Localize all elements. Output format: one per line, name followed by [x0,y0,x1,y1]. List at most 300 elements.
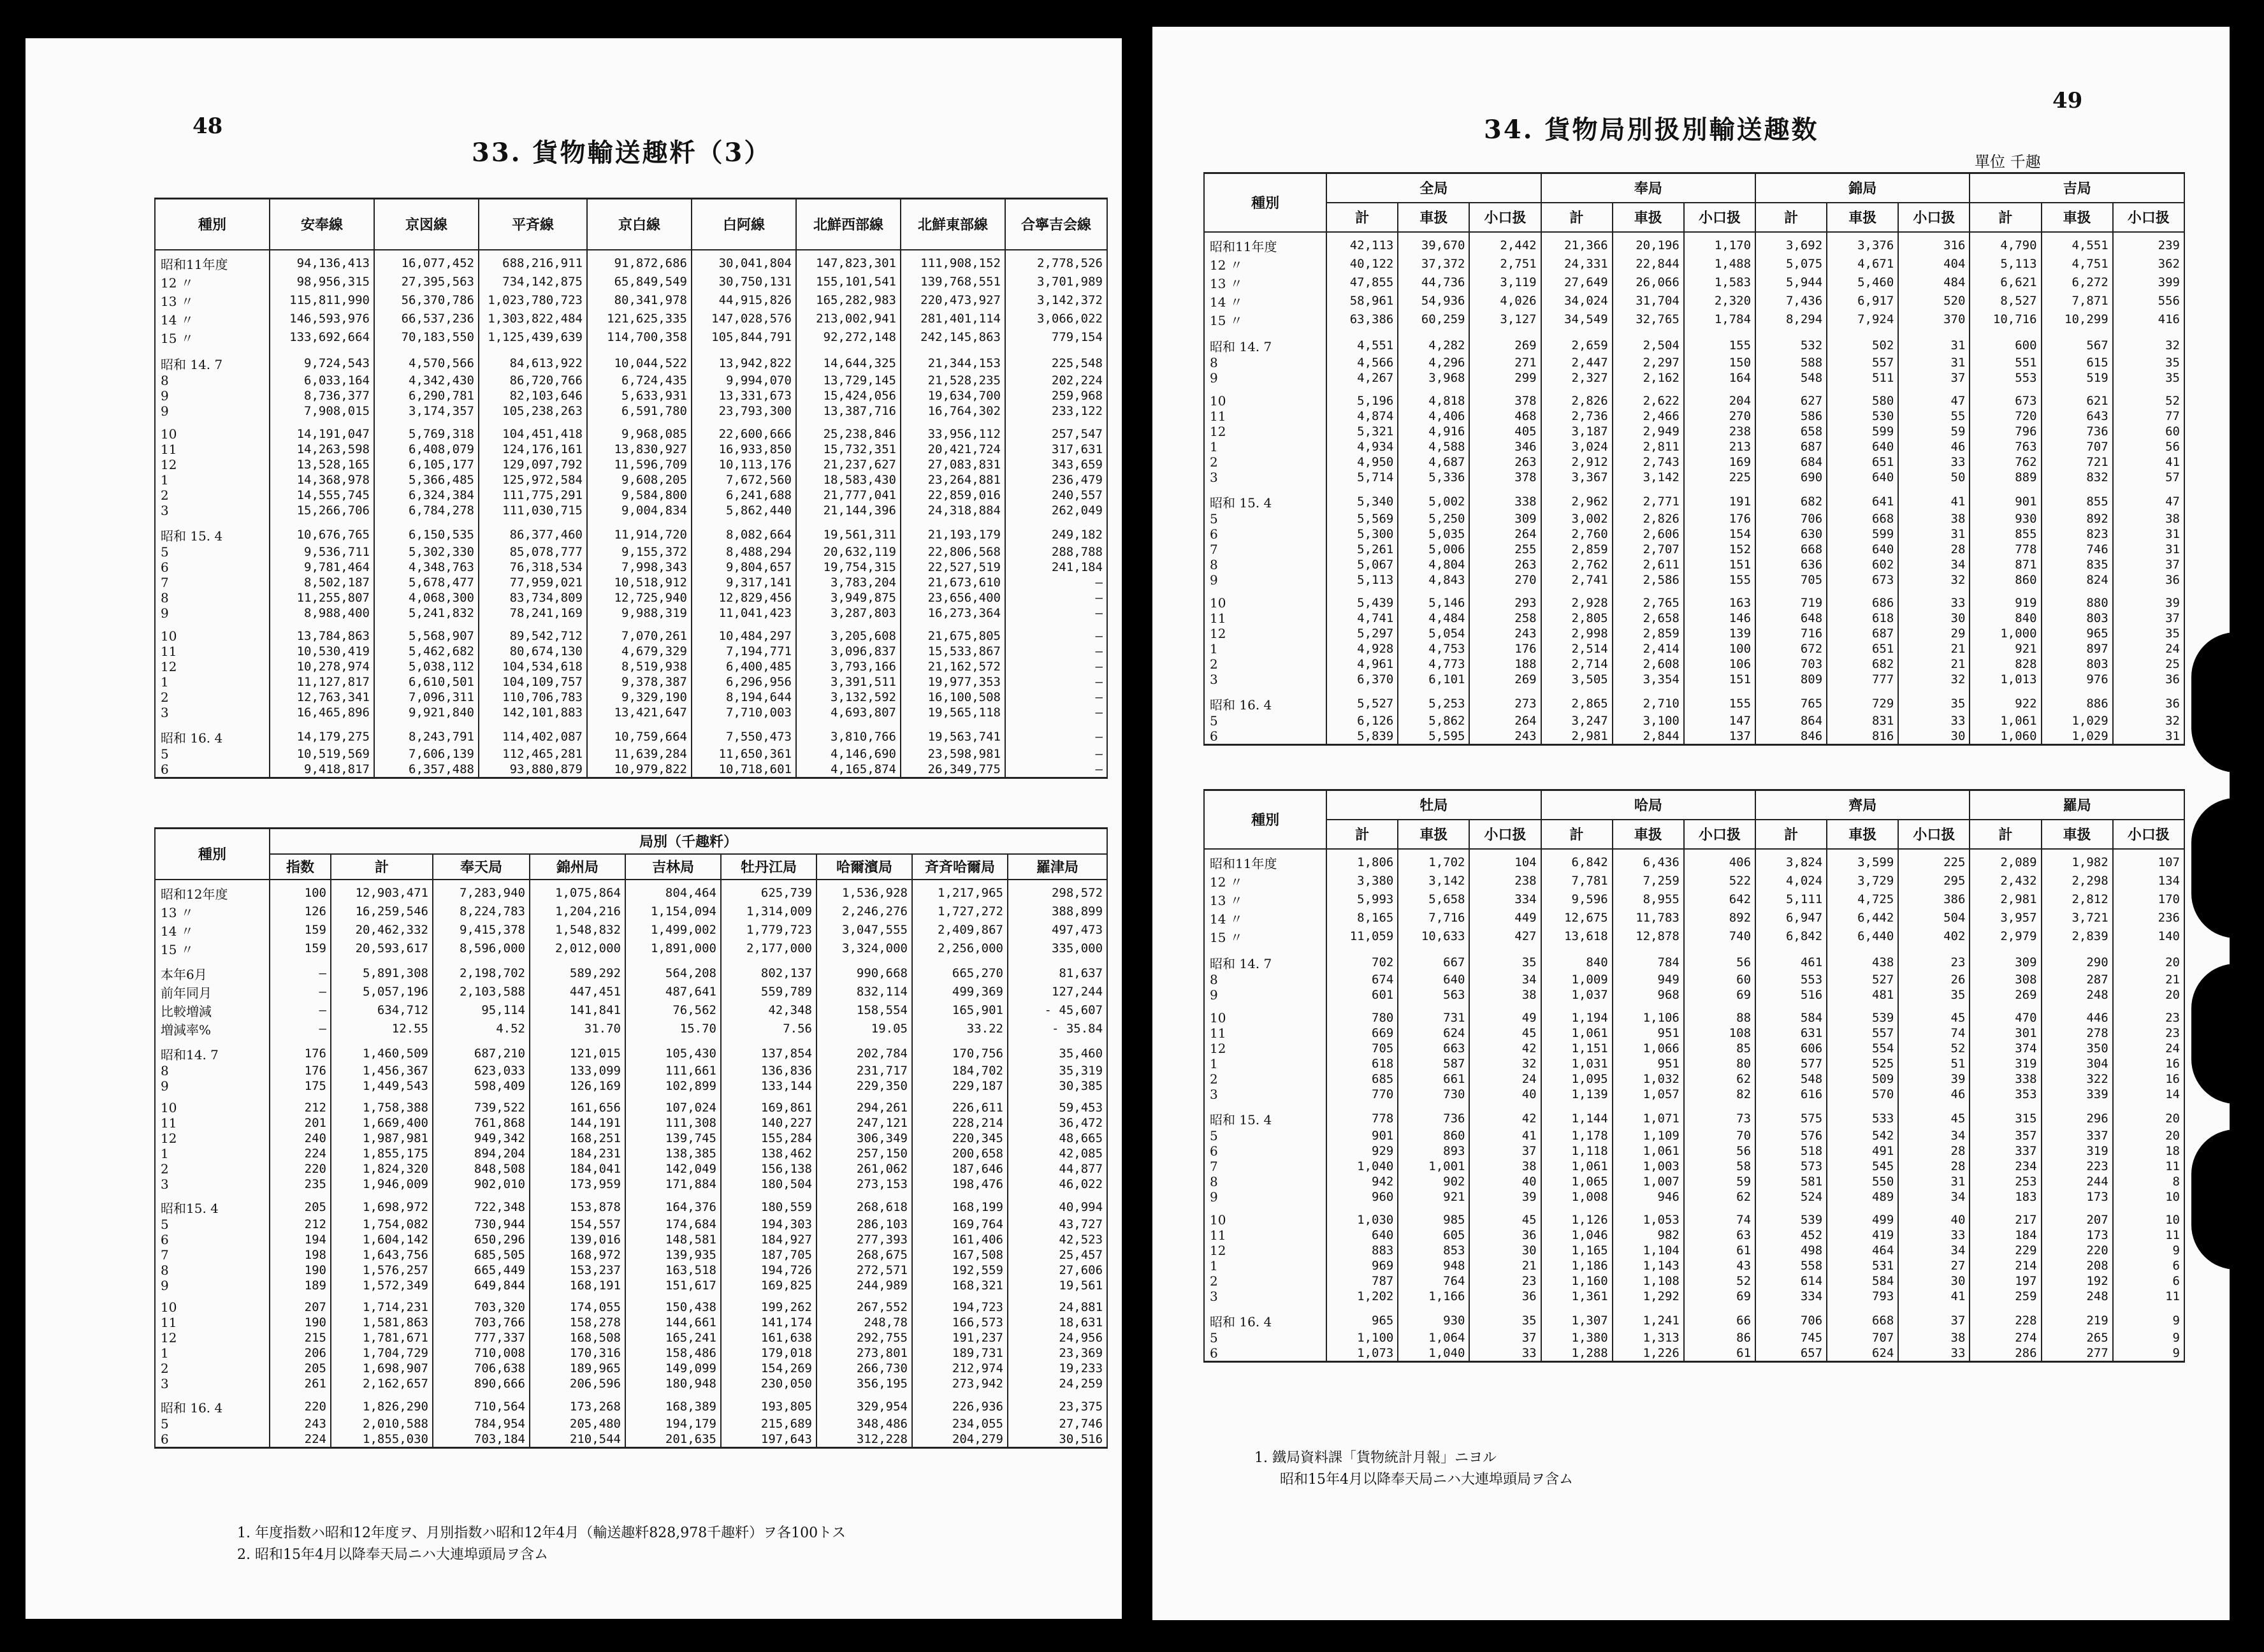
table-cell: 2,714 [1541,656,1613,672]
table-cell: 36 [2113,572,2184,588]
table-cell: 207 [270,1300,331,1315]
table-cell: 236,479 [1005,472,1107,488]
table-cell: 2,765 [1613,595,1684,611]
table-cell: 625,739 [721,880,816,902]
table-cell: 1,061 [1541,1025,1613,1041]
table-cell: 8,519,938 [587,659,692,674]
table-cell: 4,773 [1398,656,1469,672]
table-cell: 4,687 [1398,454,1469,470]
table-row [1204,713,2184,728]
table-cell: 871 [1970,557,2041,572]
table-cell: 24,956 [1008,1330,1107,1345]
column-header: 車扱 [1398,820,1469,849]
table-cell: 212 [270,1100,331,1115]
table-row [155,1078,1107,1094]
table-cell: 273 [1469,695,1541,713]
table-cell: 14,555,745 [270,488,374,503]
table-cell: 22,859,016 [901,488,1005,503]
table-cell: 1,194 [1541,1010,1613,1025]
row-label: 7 [1204,542,1326,557]
table-cell: 23 [1469,1273,1541,1289]
row-label: 14 〃 [1204,292,1326,310]
table-cell: 1,891,000 [625,939,721,958]
table-cell: 1,143 [1613,1258,1684,1273]
table-cell: 63 [1684,1228,1755,1243]
table-cell: 10,718,601 [692,762,796,778]
table-cell: 802,137 [721,964,816,983]
table-cell: 835 [2042,557,2113,572]
row-label: 11 [155,644,270,659]
table-cell: 23 [1898,953,1970,972]
table-cell: 762 [1970,454,2041,470]
table-cell: 14,263,598 [270,442,374,457]
table-cell: 599 [1827,526,1898,542]
table-cell: 1,460,509 [331,1045,433,1063]
table-cell: 198 [270,1247,331,1263]
table-cell: 2,826 [1541,393,1613,409]
table-cell: 10,044,522 [587,354,692,373]
table-cell: 550 [1827,1174,1898,1189]
row-label: 11 [155,1315,270,1330]
table-cell: 669 [1326,1025,1398,1041]
table-cell: 3,287,803 [796,605,901,621]
table-cell: 4,916 [1398,424,1469,439]
table-cell: 1,698,907 [331,1361,433,1376]
table-cell: 16,465,896 [270,705,374,720]
table-cell: 545 [1827,1159,1898,1174]
table-cell: 21,144,396 [796,503,901,518]
table-cell: — [270,1020,331,1038]
table-cell: 133,144 [721,1078,816,1094]
table-cell: 212,974 [912,1361,1008,1376]
table-row [1204,695,2184,713]
table-cell: 3,824 [1755,849,1827,872]
table-cell: 378 [1469,470,1541,485]
table-cell: 1,806 [1326,849,1398,872]
table-row [1204,310,2184,329]
table-cell: 37 [1469,1330,1541,1345]
table-cell: 6,324,384 [374,488,479,503]
table-cell: 902 [1398,1174,1469,1189]
table-cell: 4,342,430 [374,373,479,388]
row-label: 昭和 14. 7 [1204,337,1326,355]
table-row [1204,557,2184,572]
table-cell: 174,055 [530,1300,625,1315]
table-cell: 614 [1755,1273,1827,1289]
table-cell: 1,536,928 [816,880,912,902]
table-cell: 4,818 [1398,393,1469,409]
table-cell: 4,282 [1398,337,1469,355]
table-cell: 49 [1469,1010,1541,1025]
table-cell: 110,706,783 [479,690,587,705]
table-cell: 9,988,319 [587,605,692,621]
row-label: 9 [1204,1189,1326,1205]
table-cell: 208 [2042,1258,2113,1273]
table-cell: 11 [2113,1228,2184,1243]
table-cell: 640 [1827,470,1898,485]
table-cell: 47,855 [1326,273,1398,292]
table-cell: 10 [2113,1189,2184,1205]
table-row [155,544,1107,560]
table-cell: 213,002,941 [796,310,901,328]
row-label: 5 [1204,1128,1326,1143]
table-cell: 11,059 [1326,927,1398,946]
table-cell: 661 [1398,1071,1469,1087]
table-cell: 883 [1326,1243,1398,1258]
table-cell: 832 [2042,470,2113,485]
table-cell: 667 [1398,953,1469,972]
table-cell: 16,259,546 [331,902,433,921]
table-cell: 3,132,592 [796,690,901,705]
table-cell: 740 [1684,927,1755,946]
table-cell: 88 [1684,1010,1755,1025]
table-cell: 761,868 [433,1115,530,1131]
table-cell: 45 [1469,1212,1541,1228]
table-cell: 4,693,807 [796,705,901,720]
table-cell: 31 [2113,728,2184,745]
row-label: 11 [1204,1228,1326,1243]
table-cell: 4,484 [1398,611,1469,626]
table-cell: 1,779,723 [721,921,816,939]
footnote: 昭和15年4月以降奉天局ニハ大連埠頭局ヲ含ム [1280,1472,1573,1488]
table-row [155,628,1107,644]
table-cell: 7,716 [1398,909,1469,927]
table-cell: 47 [2113,493,2184,511]
table-cell: 532 [1755,337,1827,355]
column-header: 種別 [1204,790,1326,849]
table-row [155,1416,1107,1431]
table-cell: 886 [2042,695,2113,713]
table-row [1204,953,2184,972]
table-cell: 8,243,791 [374,728,479,746]
table-cell: 31 [2113,526,2184,542]
table-cell: 580 [1827,393,1898,409]
table-cell: 5,462,682 [374,644,479,659]
table-cell: 539 [1827,1010,1898,1025]
table-cell: 1,572,349 [331,1278,433,1293]
table-cell: 35 [1898,987,1970,1003]
table-cell: 6,610,501 [374,674,479,690]
table-cell: 7,998,343 [587,560,692,575]
table-cell: 65,849,549 [587,273,692,291]
table-cell: 45 [1898,1110,1970,1128]
table-cell: 663 [1398,1041,1469,1056]
table-cell: 2,606 [1613,526,1684,542]
row-label: 昭和 15. 4 [1204,493,1326,511]
table-cell: 527 [1827,972,1898,987]
table-cell: 153,878 [530,1198,625,1217]
table-cell: 13,528,165 [270,457,374,472]
table-cell: 82,103,646 [479,388,587,403]
table-cell: 5,321 [1326,424,1398,439]
table-cell: — [270,983,331,1001]
table-cell: 739,522 [433,1100,530,1115]
table-cell: 6,842 [1755,927,1827,946]
table-row [155,605,1107,621]
table-cell: 6 [2113,1273,2184,1289]
row-label: 7 [1204,1159,1326,1174]
table-cell: 190 [270,1263,331,1278]
table-cell: 262,049 [1005,503,1107,518]
table-cell: 202,224 [1005,373,1107,388]
table-cell: 6,917 [1827,292,1898,310]
table-cell: 293 [1469,595,1541,611]
table-cell: 121,625,335 [587,310,692,328]
table-cell: 95,114 [433,1001,530,1020]
column-header: 斉斉哈爾局 [912,854,1008,880]
table-cell: 2,162,657 [331,1376,433,1391]
table-cell: 6,150,535 [374,526,479,544]
table-cell: 831 [1827,713,1898,728]
column-header: 計 [1970,203,2041,232]
table-cell: 296 [2042,1110,2113,1128]
table-cell: 3,692 [1755,232,1827,255]
table-cell: 32 [1898,672,1970,687]
table-cell: 946 [1613,1189,1684,1205]
table-row [155,705,1107,720]
group-header: 吉局 [1970,173,2184,203]
table-cell: 180,948 [625,1376,721,1391]
table-cell: 1,669,400 [331,1115,433,1131]
table-cell: 12,675 [1541,909,1613,927]
table-cell: 146,593,976 [270,310,374,328]
table-cell: 551 [1970,355,2041,370]
row-label: 2 [155,690,270,705]
table-cell: 229,187 [912,1078,1008,1094]
row-label: 昭和 14. 7 [1204,953,1326,972]
row-label: 13 〃 [1204,890,1326,909]
table-cell: 8,082,664 [692,526,796,544]
table-cell: 1,029 [2042,713,2113,728]
table-cell: 665,449 [433,1263,530,1278]
table-cell: 24 [1469,1071,1541,1087]
column-header: 小口扱 [1898,203,1970,232]
table-cell: 224 [270,1146,331,1161]
table-cell: 184,231 [530,1146,625,1161]
table-cell: 21,675,805 [901,628,1005,644]
table-cell: 1,075,864 [530,880,625,902]
table-cell: 1,583 [1684,273,1755,292]
table-cell: 7,672,560 [692,472,796,488]
table-cell: 6,296,956 [692,674,796,690]
table-cell: 13,729,145 [796,373,901,388]
table-cell: 642 [1684,890,1755,909]
table-cell: 9,921,840 [374,705,479,720]
table-cell: 1,204,216 [530,902,625,921]
table-cell: 42,113 [1326,232,1398,255]
table-cell: 587 [1398,1056,1469,1071]
table-cell: 194,726 [721,1263,816,1278]
table-cell: 1,061 [1970,713,2041,728]
table-cell: 102,899 [625,1078,721,1094]
table-cell: 126 [270,902,331,921]
table-cell: 1,826,290 [331,1398,433,1416]
table-cell: 37 [2113,611,2184,626]
table-cell: 1,714,231 [331,1300,433,1315]
table-cell: 734,142,875 [479,273,587,291]
table-cell: 624 [1398,1025,1469,1041]
table-row [1204,1071,2184,1087]
table-cell: 356,195 [816,1376,912,1391]
table-cell: 11 [2113,1289,2184,1304]
table-cell: 2,805 [1541,611,1613,626]
table-cell: 337 [2042,1128,2113,1143]
page-number: 49 [2052,88,2083,113]
table-cell: 19.05 [816,1020,912,1038]
table-cell: 194,303 [721,1217,816,1232]
table-cell: 2,409,867 [912,921,1008,939]
table-cell: 77 [2113,409,2184,424]
table-cell: 2,812 [2042,890,2113,909]
table-cell: 138,385 [625,1146,721,1161]
table-cell: 45 [1469,1025,1541,1041]
table-cell: 1,166 [1398,1289,1469,1304]
table-cell: 11,650,361 [692,746,796,762]
table-cell: 40,122 [1326,255,1398,273]
table-cell: 213 [1684,439,1755,454]
table-cell: 9,584,800 [587,488,692,503]
table-cell: 5,054 [1398,626,1469,641]
table-cell: 951 [1613,1056,1684,1071]
table-cell: 170,316 [530,1345,625,1361]
table-cell: 576 [1755,1128,1827,1143]
table-cell: 35 [2113,370,2184,386]
table-cell: 27,649 [1541,273,1613,292]
table-cell: 25 [2113,656,2184,672]
table-cell: 1,160 [1541,1273,1613,1289]
table-cell: — [1005,728,1107,746]
table-cell: 16,764,302 [901,403,1005,419]
table-cell: 13,830,927 [587,442,692,457]
table-cell: 484 [1898,273,1970,292]
table-cell: 557 [1827,1025,1898,1041]
table-cell: 10,113,176 [692,457,796,472]
table-cell: 5,196 [1326,393,1398,409]
table-cell: 22,527,519 [901,560,1005,575]
table-cell: 402 [1898,927,1970,946]
table-cell: 84,613,922 [479,354,587,373]
table-cell: 729 [1827,695,1898,713]
row-label: 5 [1204,1330,1326,1345]
row-label: 7 [155,1247,270,1263]
row-label: 9 [155,1278,270,1293]
row-label: 12 〃 [1204,872,1326,890]
table-cell: 7,781 [1541,872,1613,890]
table-cell: 2,256,000 [912,939,1008,958]
table-cell: 59 [1684,1174,1755,1189]
table-cell: 5,714 [1326,470,1398,485]
table-cell: 765 [1755,695,1827,713]
table-row [1204,987,2184,1003]
table-cell: 21,193,179 [901,526,1005,544]
table-cell: 274 [1970,1330,2041,1345]
table-cell: 1,061 [1541,1159,1613,1174]
table-cell: 223 [2042,1159,2113,1174]
table-cell: 524 [1755,1189,1827,1205]
table-cell: 39 [2113,595,2184,611]
table-cell: 16,933,850 [692,442,796,457]
table-cell: 10,518,912 [587,575,692,590]
table-row [155,674,1107,690]
table-cell: 4,950 [1326,454,1398,470]
table-cell: 930 [1970,511,2041,526]
table-row [155,1376,1107,1391]
row-label: 9 [155,388,270,403]
row-label: 6 [1204,526,1326,542]
column-header: 小口扱 [1469,820,1541,849]
table-cell: 9,378,387 [587,674,692,690]
table-cell: 16 [2113,1071,2184,1087]
table-cell: 12,725,940 [587,590,692,605]
table-cell: 2,844 [1613,728,1684,745]
table-cell: 60,259 [1398,310,1469,329]
table-cell: 8,596,000 [433,939,530,958]
table-cell: 777,337 [433,1330,530,1345]
table-cell: 163 [1684,595,1755,611]
table-cell: 668 [1755,542,1827,557]
table-cell: 3,142 [1398,872,1469,890]
table-cell: 4,934 [1326,439,1398,454]
table-cell: 21 [1898,641,1970,656]
table-cell: 121,015 [530,1045,625,1063]
table-cell: 4,588 [1398,439,1469,454]
table-row [155,939,1107,958]
table-cell: 56 [1684,953,1755,972]
table-cell: 56 [2113,439,2184,454]
table-cell: 3,810,766 [796,728,901,746]
table-cell: 703 [1755,656,1827,672]
table-cell: 21 [1898,656,1970,672]
table-cell: 1,073 [1326,1345,1398,1362]
table-cell: 9 [2113,1330,2184,1345]
table-cell: 7,871 [2042,292,2113,310]
column-header: 車扱 [1613,820,1684,849]
table-cell: 1,499,002 [625,921,721,939]
table-cell: 164,376 [625,1198,721,1217]
table-cell: 559,789 [721,983,816,1001]
table-cell: 5,658 [1398,890,1469,909]
row-label: 14 〃 [1204,909,1326,927]
table-cell: 5,113 [1970,255,2041,273]
table-cell: 982 [1613,1228,1684,1243]
table-cell: 147,028,576 [692,310,796,328]
table-cell: 9,536,711 [270,544,374,560]
table-cell: 184 [1970,1228,2041,1243]
table-cell: 897 [2042,641,2113,656]
table-cell: 241,184 [1005,560,1107,575]
table-cell: 703,184 [433,1431,530,1448]
group-header: 奉局 [1541,173,1755,203]
table-cell: 4,790 [1970,232,2041,255]
table-row [155,1361,1107,1376]
table-cell: 2,859 [1541,542,1613,557]
table-cell: 5,460 [1827,273,1898,292]
table-cell: 21 [1469,1258,1541,1273]
row-label: 10 [1204,595,1326,611]
table-cell: 104,534,618 [479,659,587,674]
table-cell: 3,247 [1541,713,1613,728]
table-cell: 860 [1970,572,2041,588]
table-cell: 247,121 [816,1115,912,1131]
table-cell: 192 [2042,1273,2113,1289]
table-cell: 446 [2042,1010,2113,1025]
table-cell: 586 [1755,409,1827,424]
table-cell: 140,227 [721,1115,816,1131]
table-cell: 784 [1613,953,1684,972]
row-label: 1 [1204,439,1326,454]
table-cell: 406 [1684,849,1755,872]
table-cell: 133,692,664 [270,328,374,347]
